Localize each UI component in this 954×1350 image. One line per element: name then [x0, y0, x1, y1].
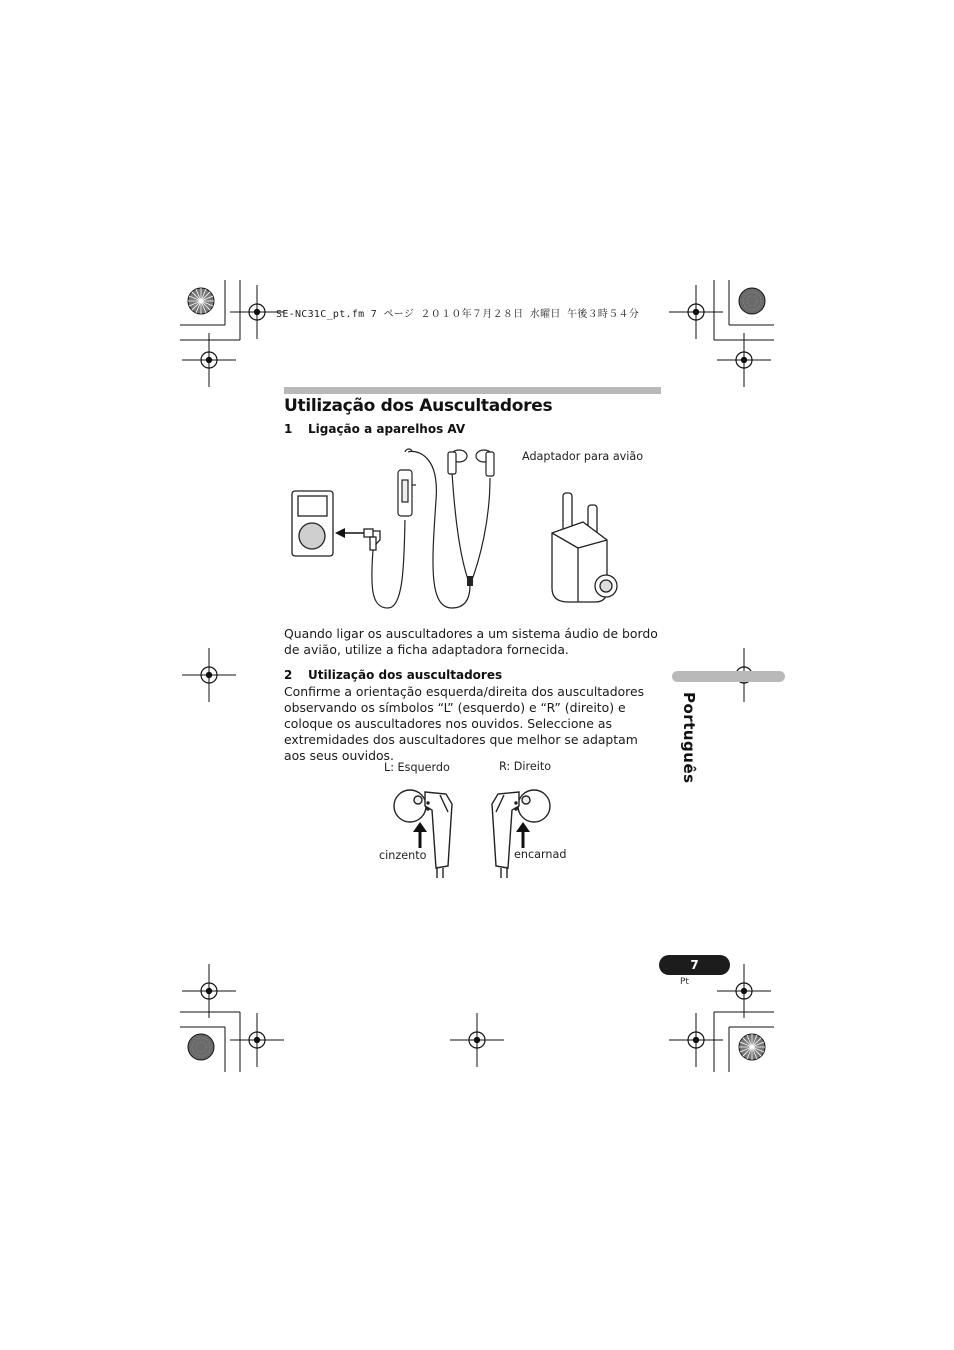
print-header: SE-NC31C_pt.fm 7 ページ ２０１０年７月２８日 水曜日 午後３時５４分 [276, 309, 640, 320]
page-number-badge [659, 955, 730, 975]
left-color-arrow [413, 822, 427, 848]
section-1-title: Ligação a aparelhos AV [308, 422, 466, 436]
section-2-title: Utilização dos auscultadores [308, 668, 503, 682]
right-earbud-illustration [492, 790, 550, 878]
right-earbud-label: R: Direito [499, 760, 552, 773]
language-tab-bar [672, 671, 785, 682]
left-earbud-label: L: Esquerdo [384, 761, 450, 774]
left-earbud-illustration [394, 790, 452, 878]
language-tab [666, 692, 706, 788]
paragraph-airplane-adapter: Quando ligar os auscultadores a um sistema áudio de bordo de avião, utilize a ficha adaptadora fornecida. [284, 626, 658, 657]
page-title: Utilização dos Auscultadores [284, 396, 553, 416]
section-1-number: 1 [284, 422, 293, 436]
page-language-code: Pt [680, 977, 689, 987]
right-color-label: encarnad [514, 848, 567, 861]
page-number: 7 [690, 958, 699, 972]
adapter-label: Adaptador para avião [522, 450, 644, 463]
right-color-arrow [516, 822, 530, 848]
left-color-label: cinzento [379, 849, 427, 862]
section-2-number: 2 [284, 668, 293, 682]
language-tab-label: Português [680, 692, 698, 784]
paragraph-earbud-orientation: Confirme a orientação esquerda/direita dos auscultadores observando os símbolos “L” (esquerdo) e “R” (direito) e coloque os auscultadores nos ouvidos. Seleccione as extremidades dos auscultadores que melhor se adaptam aos seus ouvidos. [284, 684, 645, 763]
